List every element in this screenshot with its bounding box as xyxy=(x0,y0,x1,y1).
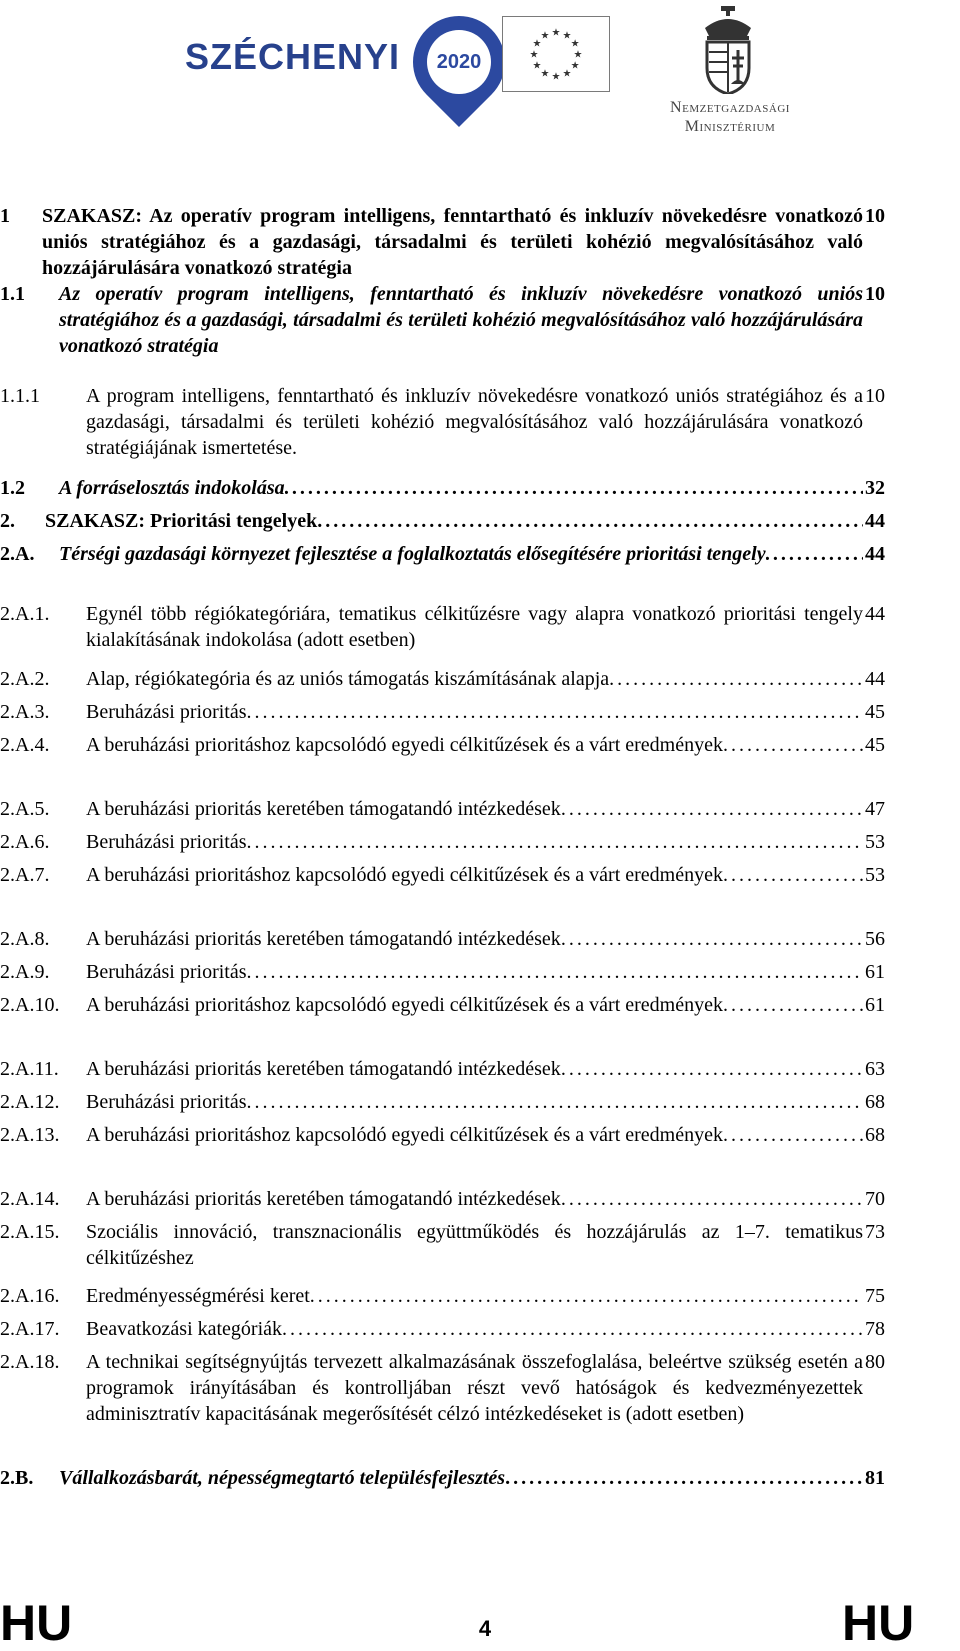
toc-entry-title: A beruházási prioritás keretében támogatandó intézkedések xyxy=(86,1058,561,1080)
toc-entry-title: Az operatív program intelligens, fenntartható és inkluzív növekedésre vonatkozó uniós stratégiához és a gazdasági, társadalmi és területi kohézió megvalósításához való hozzájárulására vonatkozó stratégia xyxy=(59,283,863,357)
toc-entry-page: 70 xyxy=(865,1188,885,1210)
eu-star-icon: ★ xyxy=(551,71,561,83)
toc-entry-number: 2.A.7. xyxy=(0,864,50,886)
dot-leader xyxy=(561,1186,863,1212)
toc-entry-page: 47 xyxy=(865,798,885,820)
toc-entry-number: 2.A.4. xyxy=(0,734,50,756)
footer-page-number: 4 xyxy=(478,1616,492,1641)
footer-language-code-left: HU xyxy=(0,1595,73,1651)
toc-entry-page: 61 xyxy=(865,994,885,1016)
toc-entry-number: 2.B. xyxy=(0,1467,34,1489)
toc-entry-page: 75 xyxy=(865,1285,885,1307)
toc-entry-number: 2.A.11. xyxy=(0,1058,59,1080)
toc-entry-1[interactable] xyxy=(0,203,885,281)
toc-entry-page: 80 xyxy=(865,1351,885,1373)
toc-entry-number: 2.A.6. xyxy=(0,831,50,853)
toc-entry-number: 2.A.17. xyxy=(0,1318,60,1340)
toc-entry-page: 56 xyxy=(865,928,885,950)
toc-entry-number: 2.A.1. xyxy=(0,603,50,625)
toc-entry-number: 2.A.14. xyxy=(0,1188,60,1210)
toc-entry-page: 53 xyxy=(865,831,885,853)
toc-entry-2-a-2[interactable] xyxy=(0,666,885,692)
eu-star-icon: ★ xyxy=(570,60,580,72)
toc-entry-2-a-14[interactable] xyxy=(0,1186,885,1212)
toc-entry-title: Alap, régiókategória és az uniós támogatás kiszámításának alapja xyxy=(86,668,610,690)
eu-star-icon: ★ xyxy=(562,30,572,42)
toc-entry-page: 68 xyxy=(865,1124,885,1146)
toc-entry-2-a-12[interactable] xyxy=(0,1089,885,1115)
ministry-name-line1: Nemzetgazdasági xyxy=(670,99,790,116)
toc-entry-page: 44 xyxy=(865,668,885,690)
toc-entry-page: 45 xyxy=(865,701,885,723)
toc-entry-number: 2.A.12. xyxy=(0,1091,60,1113)
toc-entry-number: 2.A.15. xyxy=(0,1221,60,1243)
toc-entry-2-a-8[interactable] xyxy=(0,926,885,952)
dot-leader xyxy=(247,829,864,855)
dot-leader xyxy=(285,475,863,501)
toc-entry-title: A beruházási prioritáshoz kapcsolódó egyedi célkitűzések és a várt eredmények xyxy=(86,1124,723,1146)
dot-leader xyxy=(723,862,863,888)
toc-entry-title: Vállalkozásbarát, népességmegtartó településfejlesztés xyxy=(59,1467,506,1489)
toc-entry-2-a[interactable] xyxy=(0,541,885,567)
eu-flag-icon xyxy=(502,16,610,92)
toc-entry-title: Térségi gazdasági környezet fejlesztése a foglalkoztatás elősegítésére prioritási tengely xyxy=(59,543,766,565)
dot-leader xyxy=(310,1283,863,1309)
toc-entry-2-a-10[interactable] xyxy=(0,992,885,1018)
toc-entry-1-1[interactable] xyxy=(0,281,885,359)
dot-leader xyxy=(247,699,864,725)
dot-leader xyxy=(723,1122,863,1148)
toc-entry-2-a-15[interactable] xyxy=(0,1219,885,1271)
toc-entry-page: 53 xyxy=(865,864,885,886)
toc-entry-2-a-17[interactable] xyxy=(0,1316,885,1342)
toc-entry-number: 2. xyxy=(0,510,15,532)
toc-entry-page: 63 xyxy=(865,1058,885,1080)
toc-entry-2-a-6[interactable] xyxy=(0,829,885,855)
toc-entry-page: 10 xyxy=(865,385,885,407)
toc-entry-title: SZAKASZ: Az operatív program intelligens, fenntartható és inkluzív növekedésre vonatkozó uniós stratégiához és a gazdasági, társadalmi és területi kohézió megvalósításához való hozzájárulására vonatkozó stratégia xyxy=(42,205,863,279)
toc-entry-page: 10 xyxy=(865,205,885,227)
toc-entry-title: A beruházási prioritás keretében támogatandó intézkedések xyxy=(86,798,561,820)
szechenyi-2020-logo xyxy=(185,30,482,100)
toc-entry-2-a-18[interactable] xyxy=(0,1349,885,1427)
toc-entry-page: 73 xyxy=(865,1221,885,1243)
page-header xyxy=(0,0,960,160)
dot-leader xyxy=(282,1316,863,1342)
toc-entry-number: 2.A.5. xyxy=(0,798,50,820)
toc-entry-page: 44 xyxy=(865,510,885,532)
toc-entry-number: 2.A.3. xyxy=(0,701,50,723)
toc-entry-page: 78 xyxy=(865,1318,885,1340)
szechenyi-year: 2020 xyxy=(427,30,491,94)
dot-leader xyxy=(561,926,863,952)
eu-star-icon: ★ xyxy=(540,68,550,80)
toc-entry-page: 44 xyxy=(865,543,885,565)
toc-entry-title: SZAKASZ: Prioritási tengelyek xyxy=(45,510,318,532)
toc-entry-1-2[interactable] xyxy=(0,475,885,501)
toc-entry-2-a-16[interactable] xyxy=(0,1283,885,1309)
toc-entry-number: 2.A.10. xyxy=(0,994,60,1016)
dot-leader xyxy=(247,959,864,985)
toc-entry-title: Szociális innováció, transznacionális együttműködés és hozzájárulás az 1–7. tematikus célkitűzéshez xyxy=(86,1221,863,1269)
ministry-name xyxy=(630,98,830,136)
toc-entry-number: 1 xyxy=(0,205,10,227)
toc-entry-title: Eredményességmérési keret xyxy=(86,1285,310,1307)
eu-star-icon: ★ xyxy=(570,38,580,50)
toc-entry-title: Beavatkozási kategóriák xyxy=(86,1318,283,1340)
toc-entry-number: 1.2 xyxy=(0,477,25,499)
toc-entry-page: 68 xyxy=(865,1091,885,1113)
toc-entry-title: A beruházási prioritás keretében támogatandó intézkedések xyxy=(86,1188,561,1210)
toc-entry-number: 2.A.8. xyxy=(0,928,50,950)
toc-entry-2-a-3[interactable] xyxy=(0,699,885,725)
toc-entry-number: 2.A. xyxy=(0,543,35,565)
toc-entry-page: 61 xyxy=(865,961,885,983)
toc-entry-2-a-5[interactable] xyxy=(0,796,885,822)
eu-star-icon: ★ xyxy=(573,49,583,61)
toc-entry-page: 32 xyxy=(865,477,885,499)
toc-entry-title: Beruházási prioritás xyxy=(86,1091,247,1113)
footer-language-code-right: HU xyxy=(842,1595,915,1651)
toc-entry-2-b[interactable] xyxy=(0,1465,885,1491)
toc-entry-title: A beruházási prioritáshoz kapcsolódó egyedi célkitűzések és a várt eredmények xyxy=(86,734,723,756)
toc-entry-page: 44 xyxy=(865,603,885,625)
toc-entry-2-a-1[interactable] xyxy=(0,601,885,653)
toc-entry-title: A program intelligens, fenntartható és inkluzív növekedésre vonatkozó uniós stratégiához és a gazdasági, társadalmi és területi kohézió megvalósításához való hozzájárulására vonatkozó stratégiájának ismertetése. xyxy=(86,385,863,459)
toc-entry-title: A beruházási prioritáshoz kapcsolódó egyedi célkitűzések és a várt eredmények xyxy=(86,994,723,1016)
eu-star-icon: ★ xyxy=(532,60,542,72)
eu-star-icon: ★ xyxy=(562,68,572,80)
hungarian-crest-icon xyxy=(693,6,763,94)
dot-leader xyxy=(505,1465,863,1491)
toc-entry-title: A beruházási prioritás keretében támogatandó intézkedések xyxy=(86,928,561,950)
dot-leader xyxy=(561,1056,863,1082)
eu-star-icon: ★ xyxy=(529,49,539,61)
eu-star-icon: ★ xyxy=(551,27,561,39)
toc-entry-2-a-13[interactable] xyxy=(0,1122,885,1148)
toc-entry-number: 2.A.9. xyxy=(0,961,50,983)
toc-entry-2[interactable] xyxy=(0,508,885,534)
toc-entry-number: 2.A.18. xyxy=(0,1351,60,1373)
toc-entry-title: A forráselosztás indokolása xyxy=(59,477,285,499)
toc-entry-title: Beruházási prioritás xyxy=(86,701,247,723)
eu-star-icon: ★ xyxy=(532,38,542,50)
toc-entry-2-a-4[interactable] xyxy=(0,732,885,758)
ministry-logo xyxy=(630,6,830,136)
dot-leader xyxy=(723,732,863,758)
dot-leader xyxy=(609,666,863,692)
toc-entry-number: 2.A.13. xyxy=(0,1124,60,1146)
toc-entry-number: 2.A.16. xyxy=(0,1285,60,1307)
dot-leader xyxy=(723,992,863,1018)
toc-entry-title: Beruházási prioritás xyxy=(86,831,247,853)
toc-entry-page: 81 xyxy=(865,1467,885,1489)
toc-entry-page: 45 xyxy=(865,734,885,756)
ministry-name-line2: Minisztérium xyxy=(684,118,776,135)
eu-star-icon: ★ xyxy=(540,30,550,42)
toc-entry-1-1-1[interactable] xyxy=(0,383,885,461)
toc-entry-number: 2.A.2. xyxy=(0,668,50,690)
toc-entry-2-a-9[interactable] xyxy=(0,959,885,985)
toc-entry-title: Beruházási prioritás xyxy=(86,961,247,983)
dot-leader xyxy=(247,1089,864,1115)
toc-entry-2-a-11[interactable] xyxy=(0,1056,885,1082)
toc-entry-title: Egynél több régiókategóriára, tematikus célkitűzésre vagy alapra vonatkozó prioritási tengely kialakításának indokolása (adott esetben) xyxy=(86,603,863,651)
toc-entry-page: 10 xyxy=(865,283,885,305)
toc-entry-number: 1.1.1 xyxy=(0,385,40,407)
toc-entry-2-a-7[interactable] xyxy=(0,862,885,888)
toc-entry-title: A technikai segítségnyújtás tervezett alkalmazásának összefoglalása, beleértve szükség esetén a programok irányításában és kontrolljában részt vevő hatóságok és kedvezményezettek adminisztratív kapacitásának megerősítését célzó intézkedéseket is (adott esetben) xyxy=(86,1351,863,1425)
toc-entry-number: 1.1 xyxy=(0,283,25,305)
dot-leader xyxy=(766,541,863,567)
dot-leader xyxy=(317,508,863,534)
dot-leader xyxy=(561,796,863,822)
toc-entry-title: A beruházási prioritáshoz kapcsolódó egyedi célkitűzések és a várt eredmények xyxy=(86,864,723,886)
szechenyi-brand-text: SZÉCHENYI xyxy=(185,36,401,77)
